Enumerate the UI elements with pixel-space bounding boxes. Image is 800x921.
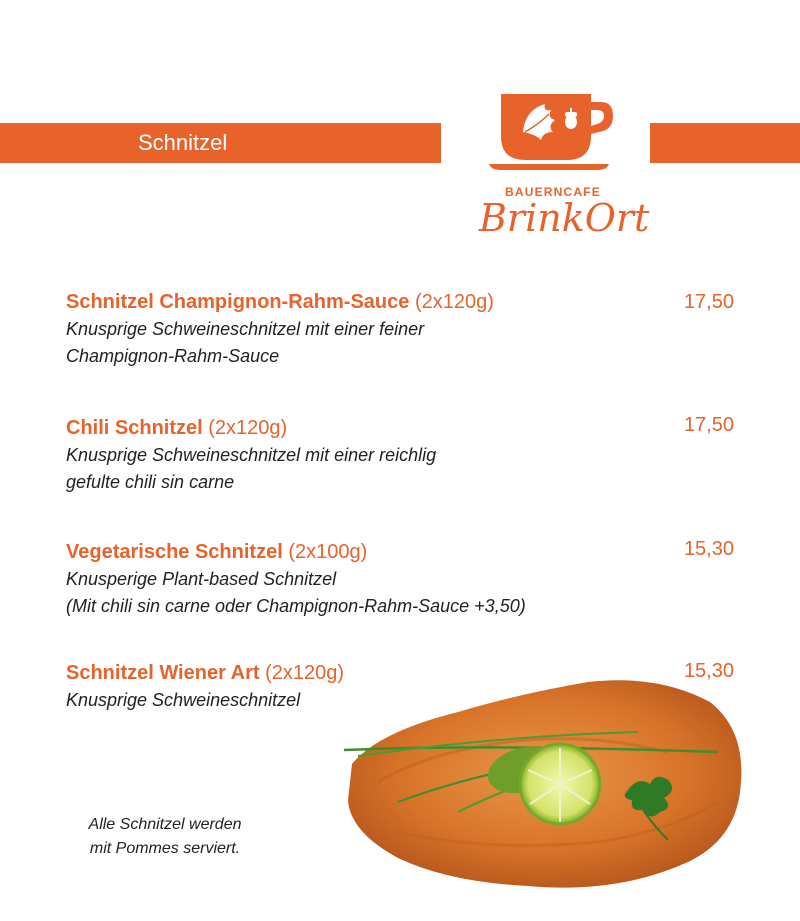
menu-item (66, 414, 626, 496)
menu-item-desc-line: Knusprige Schweineschnitzel mit einer feiner (66, 319, 425, 339)
menu-item-portion: (2x120g) (414, 291, 494, 313)
coffee-cup-leaf-icon (483, 88, 623, 178)
menu-item-price: 15,30 (683, 660, 734, 682)
menu-item-title (66, 288, 626, 316)
menu-item (66, 538, 626, 620)
menu-item-desc-line: (Mit chili sin carne oder Champignon-Rahm-Sauce +3,50) (66, 596, 526, 616)
menu-item-desc-line: Knusprige Schweineschnitzel (66, 690, 301, 710)
menu-item-price: 17,50 (683, 414, 734, 436)
menu-item-name: Schnitzel Wiener Art (66, 662, 260, 684)
serving-note-line: Alle Schnitzel werden (88, 816, 242, 833)
brand-logo (479, 88, 650, 243)
menu-item-price: 15,30 (683, 538, 734, 560)
menu-item-portion: (2x120g) (265, 662, 345, 684)
menu-item-desc-line: Champignon-Rahm-Sauce (66, 346, 280, 366)
menu-item-desc-line: Knusprige Schweineschnitzel mit einer reichlig (66, 445, 437, 465)
serving-note-line: mit Pommes serviert. (89, 840, 241, 857)
menu-item-portion: (2x120g) (208, 417, 288, 439)
schnitzel-photo (338, 672, 758, 902)
menu-item-name: Chili Schnitzel (66, 417, 203, 439)
menu-item-title (66, 414, 626, 442)
menu-item-portion: (2x100g) (288, 541, 368, 563)
menu-item-desc-line: Knusperige Plant-based Schnitzel (66, 569, 337, 589)
menu-item-price: 17,50 (683, 291, 734, 313)
menu-item-title (66, 538, 626, 566)
serving-note (60, 813, 270, 861)
menu-item-name: Vegetarische Schnitzel (66, 541, 283, 563)
menu-item-desc-line: gefulte chili sin carne (66, 472, 235, 492)
logo-brand-label: BAUERNCAFE (505, 185, 601, 199)
menu-item-name: Schnitzel Champignon-Rahm-Sauce (66, 291, 410, 313)
header-band-right (650, 123, 800, 163)
section-title: Schnitzel (138, 130, 228, 155)
logo-brand-name: BrinkOrt (479, 196, 650, 240)
menu-item (66, 288, 626, 370)
